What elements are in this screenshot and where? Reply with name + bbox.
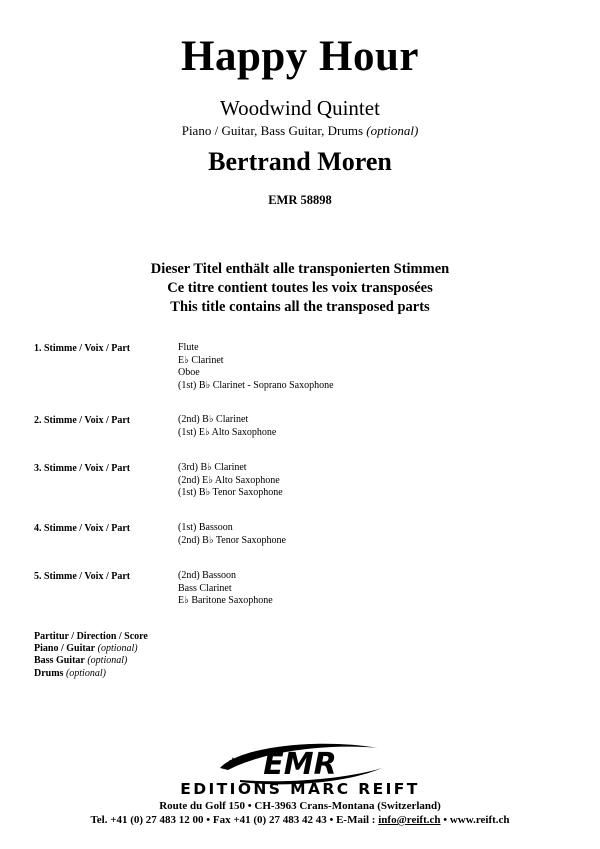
optional-label: (optional) (97, 643, 138, 655)
part-2-label: 2. Stimme / Voix / Part (34, 415, 131, 426)
score-block (34, 631, 148, 680)
part-5-label: 5. Stimme / Voix / Part (34, 571, 131, 582)
part-item: (2nd) B♭ Clarinet (178, 414, 249, 425)
instrumentation-optional: (optional) (366, 123, 419, 138)
logo-text: EMR (263, 747, 337, 782)
part-item: (3rd) B♭ Clarinet (178, 462, 247, 473)
part-item: (1st) B♭ Tenor Saxophone (178, 487, 283, 498)
part-item: Bass Clarinet (178, 582, 232, 594)
score-label: Partitur / Direction / Score (34, 631, 148, 642)
instrumentation (0, 123, 600, 139)
publisher-name: EDITIONS MARC REIFT (180, 780, 420, 798)
part-1-list (178, 342, 334, 392)
part-item: E♭ Baritone Saxophone (178, 595, 273, 606)
part-3-label: 3. Stimme / Voix / Part (34, 463, 131, 474)
email-link[interactable]: info@reift.ch (378, 814, 441, 826)
part-item: E♭ Clarinet (178, 354, 224, 366)
title: Happy Hour (181, 33, 419, 80)
subtitle: Woodwind Quintet (220, 96, 380, 120)
optional-label: (optional) (65, 667, 106, 679)
transposed-note-fr: Ce titre contient toutes les voix transposées (167, 280, 433, 296)
part-1-label: 1. Stimme / Voix / Part (34, 343, 131, 354)
part-item: Flute (178, 342, 199, 353)
contact-suffix: • www.reift.ch (440, 814, 510, 826)
publisher-address: Route du Golf 150 • CH-3963 Crans-Montana (Switzerland) (159, 800, 441, 812)
transposed-note-de: Dieser Titel enthält alle transponierten Stimmen (150, 261, 450, 277)
transposed-note-en: This title contains all the transposed parts (170, 299, 430, 315)
part-item: (1st) Bassoon (178, 522, 233, 533)
part-item: (2nd) B♭ Tenor Saxophone (178, 534, 286, 546)
part-item: (1st) E♭ Alto Saxophone (178, 426, 277, 438)
transposed-note (0, 260, 600, 317)
part-item: (2nd) E♭ Alto Saxophone (178, 474, 280, 486)
bass-label: Bass Guitar (34, 655, 85, 667)
part-2-list (178, 414, 276, 439)
instrumentation-main: Piano / Guitar, Bass Guitar, Drums (181, 123, 364, 138)
part-4-list (178, 522, 286, 547)
piano-label: Piano / Guitar (34, 643, 96, 655)
drums-label: Drums (34, 667, 64, 679)
publisher-contact (0, 814, 600, 826)
part-4-label: 4. Stimme / Voix / Part (34, 523, 131, 534)
part-5-list (178, 570, 273, 608)
part-item: (1st) B♭ Clarinet - Soprano Saxophone (178, 379, 334, 391)
composer: Bertrand Moren (208, 147, 392, 176)
part-item: Oboe (178, 367, 200, 378)
part-3-list (178, 462, 283, 500)
contact-prefix: Tel. +41 (0) 27 483 12 00 • Fax +41 (0) 27 483 42 43 • E-Mail : (90, 814, 379, 826)
catalog-number: EMR 58898 (268, 193, 332, 207)
part-item: (2nd) Bassoon (178, 570, 237, 581)
optional-label: (optional) (87, 655, 128, 667)
